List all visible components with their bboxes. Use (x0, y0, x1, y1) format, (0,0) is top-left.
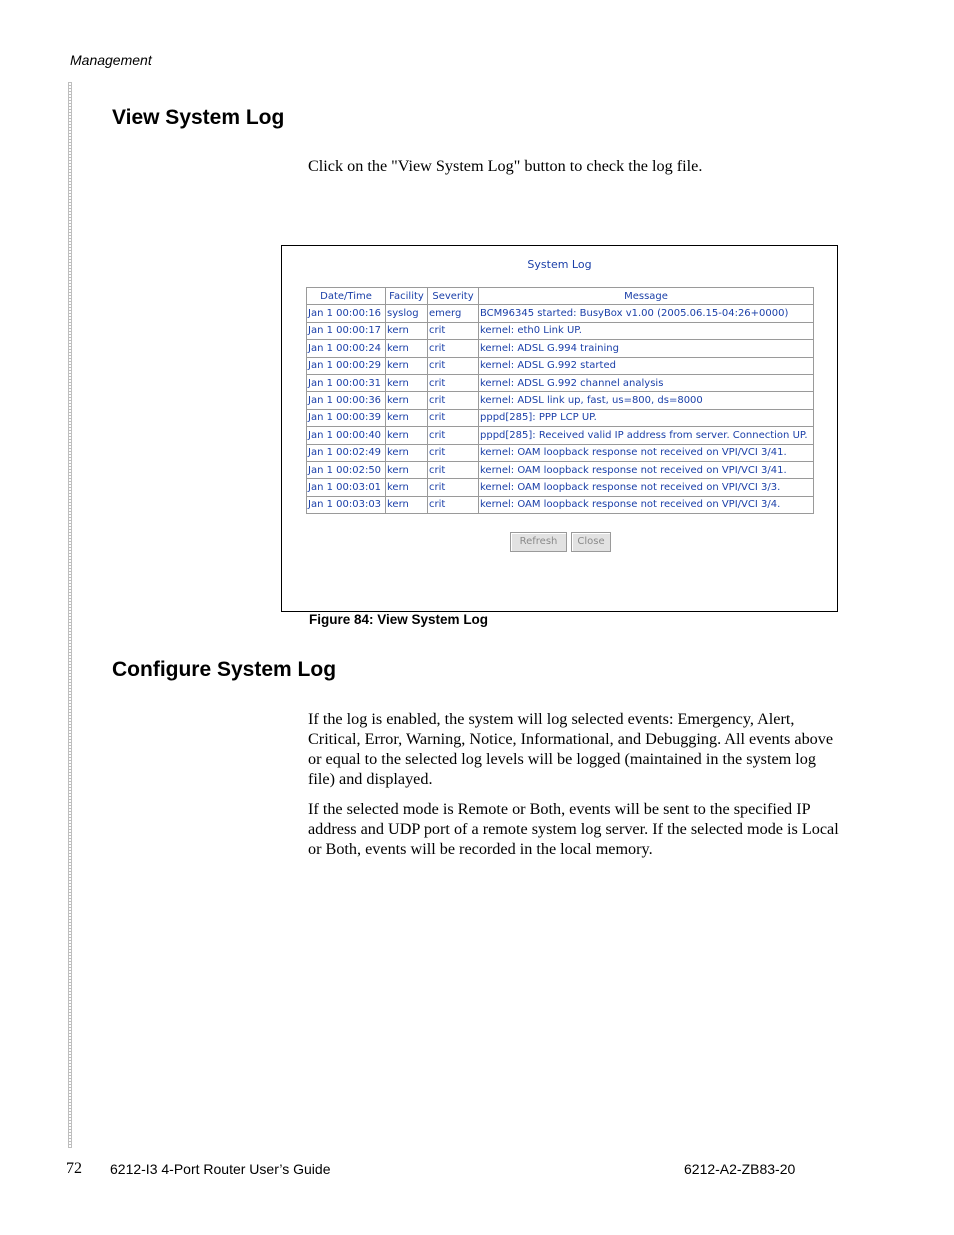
cell-severity: crit (428, 496, 479, 513)
cell-facility: kern (386, 340, 428, 357)
cell-facility: kern (386, 374, 428, 391)
cell-severity: crit (428, 427, 479, 444)
cell-message: kernel: ADSL link up, fast, us=800, ds=8000 (479, 392, 814, 409)
table-row (307, 392, 814, 409)
table-row (307, 427, 814, 444)
page-number: 72 (66, 1160, 82, 1177)
cell-date: Jan 1 00:00:17 (307, 322, 386, 339)
cell-severity: crit (428, 340, 479, 357)
cell-facility: kern (386, 392, 428, 409)
close-button[interactable]: Close (571, 532, 611, 552)
table-row (307, 322, 814, 339)
footer-guide-title: 6212-I3 4-Port Router User’s Guide (110, 1161, 331, 1177)
cell-message: pppd[285]: PPP LCP UP. (479, 409, 814, 426)
cell-severity: crit (428, 374, 479, 391)
system-log-figure (281, 245, 838, 612)
cell-message: BCM96345 started: BusyBox v1.00 (2005.06.15-04:26+0000) (479, 305, 814, 322)
cell-facility: syslog (386, 305, 428, 322)
table-row (307, 461, 814, 478)
cell-severity: emerg (428, 305, 479, 322)
cell-date: Jan 1 00:00:31 (307, 374, 386, 391)
cell-date: Jan 1 00:00:16 (307, 305, 386, 322)
cell-severity: crit (428, 357, 479, 374)
column-header-facility: Facility (386, 288, 428, 305)
cell-message: kernel: ADSL G.992 channel analysis (479, 374, 814, 391)
cell-date: Jan 1 00:00:36 (307, 392, 386, 409)
cell-message: pppd[285]: Received valid IP address from server. Connection UP. (479, 427, 814, 444)
system-log-window-title: System Log (527, 258, 592, 271)
table-row (307, 340, 814, 357)
cell-severity: crit (428, 479, 479, 496)
cell-message: kernel: OAM loopback response not received on VPI/VCI 3/3. (479, 479, 814, 496)
cell-facility: kern (386, 409, 428, 426)
cell-date: Jan 1 00:00:24 (307, 340, 386, 357)
cell-facility: kern (386, 496, 428, 513)
cell-date: Jan 1 00:00:29 (307, 357, 386, 374)
cell-message: kernel: OAM loopback response not received on VPI/VCI 3/41. (479, 444, 814, 461)
cell-facility: kern (386, 461, 428, 478)
cell-message: kernel: OAM loopback response not received on VPI/VCI 3/41. (479, 461, 814, 478)
column-header-message: Message (479, 288, 814, 305)
cell-facility: kern (386, 427, 428, 444)
cell-severity: crit (428, 444, 479, 461)
footer-doc-number: 6212-A2-ZB83-20 (684, 1161, 796, 1177)
cell-severity: crit (428, 461, 479, 478)
cell-date: Jan 1 00:02:49 (307, 444, 386, 461)
cell-facility: kern (386, 479, 428, 496)
cell-facility: kern (386, 444, 428, 461)
running-head: Management (70, 52, 152, 68)
cell-date: Jan 1 00:00:39 (307, 409, 386, 426)
refresh-button[interactable]: Refresh (510, 532, 567, 552)
cell-message: kernel: ADSL G.994 training (479, 340, 814, 357)
cell-severity: crit (428, 322, 479, 339)
figure-caption: Figure 84: View System Log (309, 612, 489, 627)
cell-severity: crit (428, 392, 479, 409)
system-log-table (306, 287, 814, 514)
column-header-severity: Severity (428, 288, 479, 305)
table-row (307, 496, 814, 513)
cell-date: Jan 1 00:03:03 (307, 496, 386, 513)
cell-facility: kern (386, 322, 428, 339)
section-heading-configure-system-log: Configure System Log (112, 658, 337, 681)
table-row (307, 409, 814, 426)
cell-date: Jan 1 00:02:50 (307, 461, 386, 478)
configure-log-paragraph-2: If the selected mode is Remote or Both, events will be sent to the specified IP address and UDP port of a remote system log server. If the selected mode is Local or Both, events will be recorded in the local memory. (308, 800, 839, 858)
table-row (307, 444, 814, 461)
cell-message: kernel: OAM loopback response not received on VPI/VCI 3/4. (479, 496, 814, 513)
cell-facility: kern (386, 357, 428, 374)
cell-message: kernel: eth0 Link UP. (479, 322, 814, 339)
table-header-row (307, 288, 814, 305)
table-row (307, 305, 814, 322)
table-row (307, 374, 814, 391)
configure-log-paragraph-1: If the log is enabled, the system will log selected events: Emergency, Alert, Critical, Error, Warning, Notice, Informational, and Debugging. All events above or equal to the selected log levels will be logged (maintained in the system log file) and displayed. (308, 710, 834, 788)
cell-date: Jan 1 00:03:01 (307, 479, 386, 496)
table-row (307, 479, 814, 496)
cell-severity: crit (428, 409, 479, 426)
cell-date: Jan 1 00:00:40 (307, 427, 386, 444)
cell-message: kernel: ADSL G.992 started (479, 357, 814, 374)
section-heading-view-system-log: View System Log (112, 106, 285, 129)
view-log-paragraph: Click on the "View System Log" button to check the log file. (308, 157, 703, 175)
column-header-date: Date/Time (307, 288, 386, 305)
margin-rule (68, 82, 72, 1148)
table-row (307, 357, 814, 374)
